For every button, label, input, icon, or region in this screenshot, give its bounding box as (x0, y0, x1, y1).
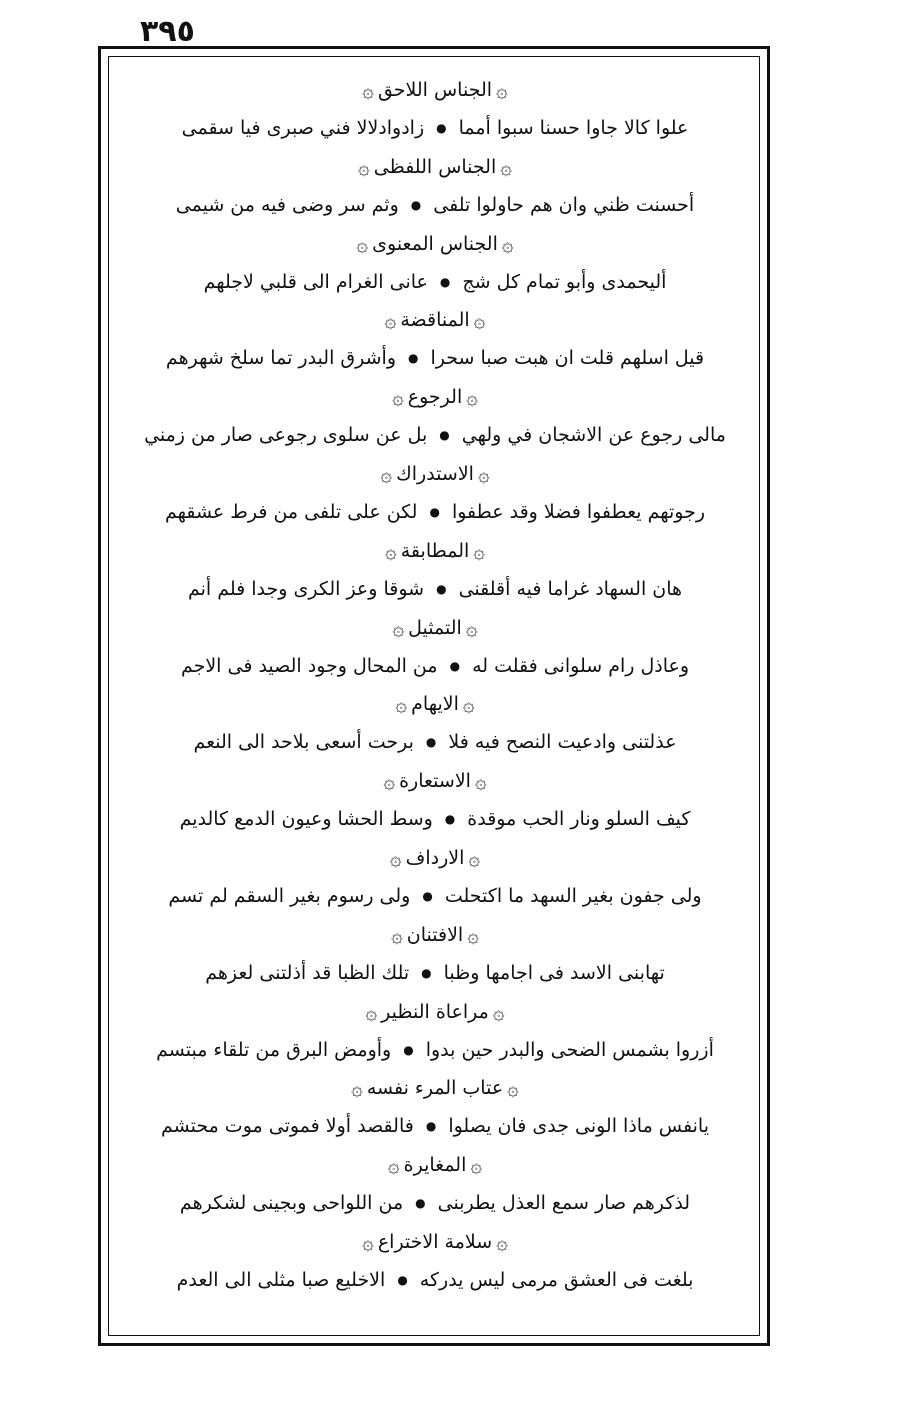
verse-left-hemistich: فالقصد أولا فموتى موت محتشم (161, 1115, 414, 1138)
verse-left-hemistich: وثم سر وضى فيه من شيمى (175, 193, 399, 216)
verse-right-hemistich: قيل اسلهم قلت ان هبت صبا سحرا (430, 347, 705, 370)
hemistich-separator-icon: ● (421, 965, 432, 980)
verse-right-hemistich: تهابنى الاسد فى اجامها وظبا (443, 961, 665, 984)
hemistich-separator-icon: ● (403, 1042, 414, 1057)
verse-right-hemistich: كيف السلو ونار الحب موقدة (467, 808, 691, 831)
verse-line (140, 571, 730, 607)
verse-right-hemistich: لذكرهم صار سمع العذل يطربنى (437, 1192, 691, 1215)
hemistich-separator-icon: ● (410, 197, 422, 212)
ornament-icon: ۞ (470, 1153, 483, 1178)
hemistich-separator-icon: ● (449, 658, 461, 673)
section-heading (356, 233, 513, 255)
verse-right-hemistich: أليحمدى وأبو تمام كل شج (462, 270, 667, 293)
section-heading-row (140, 379, 730, 415)
verse-right-hemistich: أحسنت ظني وان هم حاولوا تلفى (433, 193, 695, 216)
verse-line (140, 340, 730, 376)
verse-line (140, 494, 730, 530)
verse-right-hemistich: ولى جفون بغير السهد ما اكتحلت (444, 885, 702, 907)
ornament-icon: ۞ (365, 999, 378, 1024)
section-heading (358, 156, 512, 178)
section-heading-row (140, 1147, 730, 1183)
section-heading-row (140, 1070, 730, 1106)
verse-left-hemistich: بل عن سلوى رجوعى صار من زمني (144, 424, 428, 447)
section-heading-title: الجناس المعنوى (372, 232, 498, 255)
section-heading (380, 463, 489, 485)
verse-left-hemistich: شوقا وعز الكرى وجدا فلم أنم (187, 577, 425, 600)
verse-line (140, 801, 730, 837)
hemistich-separator-icon: ● (408, 351, 419, 366)
ornament-icon: ۞ (496, 1230, 508, 1254)
section-heading-title: الرجوع (407, 386, 463, 409)
hemistich-separator-icon: ● (397, 1273, 408, 1287)
ornament-icon: ۞ (477, 462, 490, 486)
verse-line (140, 648, 730, 684)
section-heading-title: الجناس اللفظى (373, 155, 497, 178)
hemistich-separator-icon: ● (436, 581, 447, 596)
ornament-icon: ۞ (389, 846, 402, 870)
ornament-icon: ۞ (501, 231, 514, 256)
section-heading-title: التمثيل (408, 616, 462, 639)
ornament-icon: ۞ (500, 154, 512, 179)
section-heading-title: سلامة الاختراع (377, 1231, 493, 1253)
section-heading-title: المغايرة (403, 1154, 467, 1177)
ornament-icon: ۞ (383, 769, 396, 794)
section-heading (351, 1077, 519, 1099)
section-heading-title: المطابقة (400, 539, 470, 562)
section-heading-title: الجناس اللاحق (377, 79, 493, 101)
section-heading-row (140, 72, 730, 108)
verse-line (140, 1032, 730, 1068)
section-heading (395, 693, 474, 715)
section-heading-row (140, 686, 730, 722)
verse-right-hemistich: هان السهاد غراما فيه أقلقنى (458, 577, 683, 600)
verse-left-hemistich: الاخليع صبا مثلى الى العدم (176, 1269, 386, 1291)
section-heading-title: عتاب المرء نفسه (366, 1077, 504, 1100)
section-heading (385, 540, 485, 562)
verse-line (140, 1185, 730, 1221)
ornament-icon: ۞ (392, 615, 405, 640)
ornament-icon: ۞ (391, 922, 403, 947)
verse-right-hemistich: علوا كالا جاوا حسنا سبوا أمما (458, 117, 689, 139)
section-heading (362, 1231, 508, 1253)
verse-right-hemistich: وعاذل رام سلوانى فقلت له (472, 654, 690, 677)
verse-left-hemistich: من المحال وجود الصيد فى الاجم (180, 654, 438, 677)
hemistich-separator-icon: ● (439, 428, 450, 443)
section-heading-title: مراعاة النظير (381, 1000, 489, 1023)
ornament-icon: ۞ (507, 1076, 519, 1101)
ornament-icon: ۞ (467, 922, 479, 947)
hemistich-separator-icon: ● (429, 505, 440, 519)
ornament-icon: ۞ (395, 692, 408, 717)
section-heading-title: الاستدراك (396, 463, 474, 485)
ornament-icon: ۞ (496, 78, 508, 102)
ornament-icon: ۞ (392, 385, 404, 410)
section-heading-row (140, 302, 730, 338)
verse-right-hemistich: رجوتهم يعطفوا فضلا وقد عطفوا (451, 501, 706, 523)
ornament-icon: ۞ (385, 538, 397, 563)
verse-left-hemistich: برحت أسعى بلاحد الى النعم (193, 731, 414, 754)
section-heading-title: الايهام (411, 693, 459, 716)
ornament-icon: ۞ (492, 999, 505, 1024)
section-heading-row (140, 1224, 730, 1260)
ornament-icon: ۞ (387, 1153, 400, 1178)
section-heading (385, 309, 486, 331)
verse-line (140, 110, 730, 146)
hemistich-separator-icon: ● (425, 1119, 437, 1134)
section-heading (388, 1154, 482, 1176)
section-heading (392, 617, 477, 639)
section-heading-row (140, 994, 730, 1030)
hemistich-separator-icon: ● (444, 812, 456, 827)
section-heading-title: الافتنان (406, 923, 464, 946)
section-heading-row (140, 917, 730, 953)
verse-entry (140, 1224, 730, 1384)
verse-left-hemistich: لكن على تلفى من فرط عشقهم (164, 501, 418, 523)
section-heading (391, 924, 479, 946)
ornament-icon: ۞ (351, 1076, 363, 1101)
section-heading (365, 1001, 504, 1023)
verse-left-hemistich: وأومض البرق من تلقاء مبتسم (156, 1038, 392, 1061)
section-heading (390, 847, 480, 869)
section-heading-row (140, 226, 730, 262)
verse-right-hemistich: يانفس ماذا الونى جدى فان يصلوا (448, 1115, 709, 1138)
ornament-icon: ۞ (465, 615, 478, 640)
verse-right-hemistich: أزروا بشمس الضحى والبدر حين بدوا (425, 1038, 714, 1061)
verse-right-hemistich: مالى رجوع عن الاشجان في ولهي (461, 424, 726, 447)
section-heading-title: الاستعارة (399, 770, 471, 793)
section-heading (392, 386, 478, 408)
ornament-icon: ۞ (473, 308, 486, 333)
section-heading-row (140, 840, 730, 876)
ornament-icon: ۞ (462, 692, 475, 717)
ornament-icon: ۞ (358, 154, 370, 179)
section-heading-title: الارداف (405, 847, 465, 869)
ornament-icon: ۞ (466, 385, 478, 410)
verse-line (140, 1262, 730, 1298)
verse-left-hemistich: وأشرق البدر تما سلخ شهرهم (165, 347, 396, 370)
verse-line (140, 724, 730, 760)
ornament-icon: ۞ (362, 78, 374, 102)
section-heading-row (140, 763, 730, 799)
ornament-icon: ۞ (473, 538, 485, 563)
hemistich-separator-icon: ● (422, 889, 433, 903)
ornament-icon: ۞ (362, 1230, 374, 1254)
verse-left-hemistich: ولى رسوم بغير السقم لم تسم (168, 885, 411, 907)
verse-left-hemistich: تلك الظبا قد أذلتنى لعزهم (205, 961, 410, 984)
verse-line (140, 187, 730, 223)
ornament-icon: ۞ (468, 846, 481, 870)
hemistich-separator-icon: ● (415, 1196, 426, 1211)
verse-line (140, 878, 730, 914)
section-heading (383, 770, 486, 792)
verse-list (140, 72, 730, 1322)
verse-right-hemistich: بلغت فى العشق مرمى ليس يدركه (419, 1269, 694, 1291)
section-heading-row (140, 610, 730, 646)
section-heading (362, 79, 508, 101)
verse-line (140, 1108, 730, 1144)
verse-right-hemistich: عذلتنى وادعيت النصح فيه فلا (448, 731, 677, 754)
ornament-icon: ۞ (474, 769, 487, 794)
verse-left-hemistich: عانى الغرام الى قلبي لاجلهم (203, 270, 428, 293)
section-heading-title: المناقضة (400, 309, 470, 332)
verse-line (140, 955, 730, 991)
section-heading-row (140, 456, 730, 492)
ornament-icon: ۞ (380, 462, 393, 486)
verse-left-hemistich: وسط الحشا وعيون الدمع كالديم (179, 808, 433, 831)
verse-line (140, 264, 730, 300)
verse-left-hemistich: زادوادلالا فني صبرى فيا سقمى (181, 117, 425, 139)
ornament-icon: ۞ (384, 308, 397, 333)
page-number: ٣٩٥ (140, 14, 195, 49)
hemistich-separator-icon: ● (425, 735, 437, 750)
hemistich-separator-icon: ● (436, 121, 447, 135)
verse-line (140, 417, 730, 453)
section-heading-row (140, 533, 730, 569)
hemistich-separator-icon: ● (439, 274, 451, 289)
section-heading-row (140, 149, 730, 185)
verse-left-hemistich: من اللواحى وبجينى لشكرهم (179, 1192, 404, 1215)
ornament-icon: ۞ (356, 231, 369, 256)
